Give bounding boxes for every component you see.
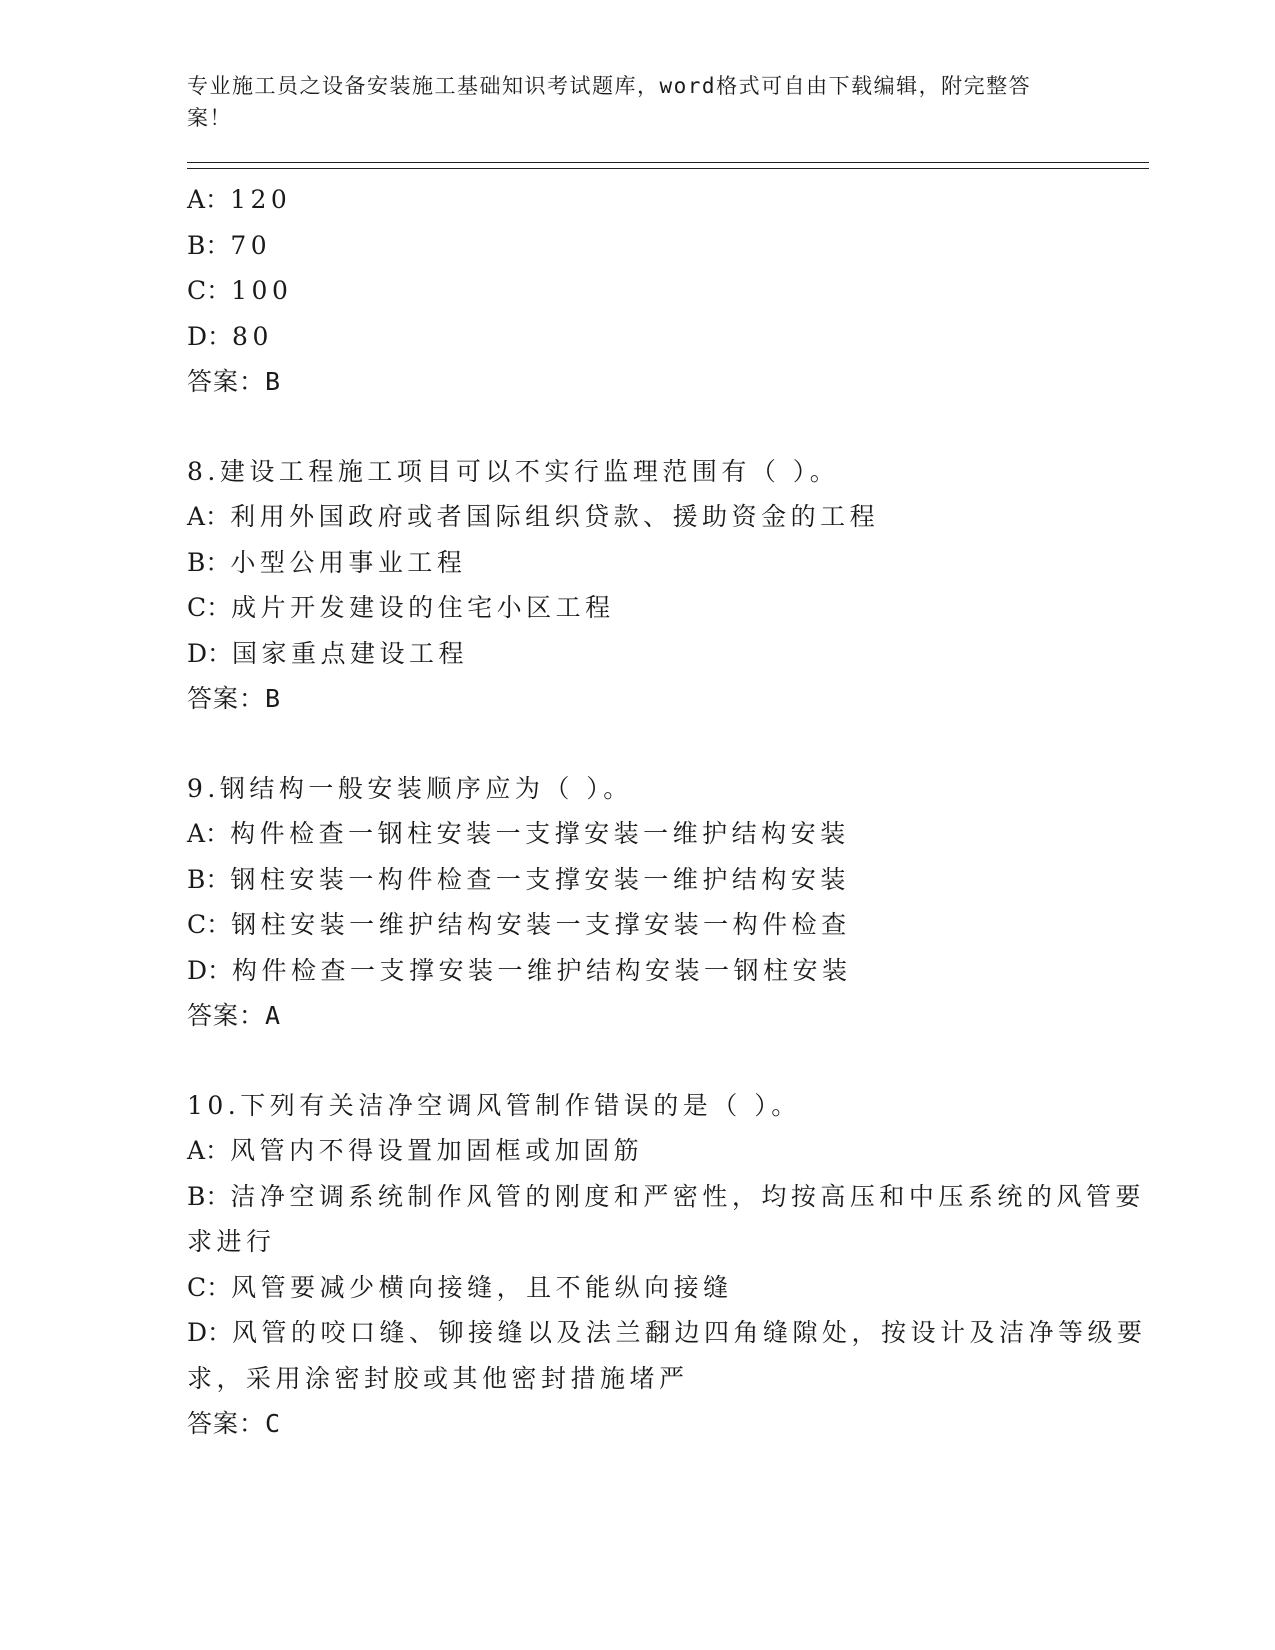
option-text: 国家重点建设工程	[232, 638, 469, 668]
option-text: 70	[230, 230, 272, 260]
question-stem: 9.钢结构一般安装顺序应为（ ）。	[187, 773, 633, 803]
option-key: D：	[187, 1318, 233, 1347]
option-key: D：	[187, 955, 233, 985]
document-page	[187, 70, 1147, 1447]
answer-line: 答案：A	[187, 1001, 282, 1030]
option-b	[187, 857, 1147, 903]
option-key: A：	[187, 1136, 231, 1165]
option-key: B：	[187, 864, 231, 894]
question-item-8	[187, 449, 1147, 722]
option-a	[187, 811, 1147, 857]
question-item-9	[187, 766, 1147, 1039]
option-a	[187, 494, 1147, 540]
option-text: 洁净空调系统制作风管的刚度和严密性，均按高压和中压系统的风管要求进行	[187, 1181, 1145, 1256]
option-b	[187, 223, 1147, 269]
option-key: C：	[187, 910, 232, 939]
option-key: D：	[187, 638, 233, 668]
option-text: 风管要减少横向接缝，且不能纵向接缝	[231, 1272, 733, 1302]
answer-line: 答案：B	[187, 367, 282, 396]
option-key: B：	[187, 547, 231, 577]
option-key: C：	[187, 276, 232, 305]
option-a	[187, 177, 1147, 223]
option-c	[187, 268, 1147, 314]
option-b	[187, 540, 1147, 586]
option-key: A：	[187, 502, 231, 531]
option-text: 成片开发建设的住宅小区工程	[231, 593, 615, 622]
option-text: 构件检查一支撑安装一维护结构安装一钢柱安装	[232, 955, 852, 985]
option-text: 120	[230, 185, 292, 214]
option-text: 小型公用事业工程	[230, 547, 467, 577]
question-stem: 10.下列有关洁净空调风管制作错误的是（ ）。	[187, 1090, 801, 1120]
option-text: 利用外国政府或者国际组织贷款、援助资金的工程	[230, 502, 880, 531]
option-d	[187, 1310, 1147, 1401]
question-stem: 8.建设工程施工项目可以不实行监理范围有（ ）。	[187, 456, 840, 486]
question-list	[187, 177, 1147, 1447]
option-text: 构件检查一钢柱安装一支撑安装一维护结构安装	[230, 819, 850, 848]
question-item-10	[187, 1083, 1147, 1447]
option-text: 钢柱安装一维护结构安装一支撑安装一构件检查	[231, 910, 851, 939]
option-key: B：	[187, 230, 231, 260]
option-text: 钢柱安装一构件检查一支撑安装一维护结构安装	[230, 864, 850, 894]
option-key: A：	[187, 819, 231, 848]
option-d	[187, 948, 1147, 994]
option-d	[187, 631, 1147, 677]
option-key: D：	[187, 321, 233, 351]
option-text: 风管的咬口缝、铆接缝以及法兰翻边四角缝隙处，按设计及洁净等级要求，采用涂密封胶或其他密封措施堵严	[187, 1318, 1147, 1393]
question-item-7	[187, 177, 1147, 405]
option-text: 80	[232, 321, 273, 351]
option-a	[187, 1128, 1147, 1174]
option-b	[187, 1174, 1147, 1265]
option-text: 风管内不得设置加固框或加固筋	[230, 1136, 644, 1165]
option-d	[187, 314, 1147, 360]
option-c	[187, 585, 1147, 631]
option-key: C：	[187, 1272, 232, 1302]
document-header: 专业施工员之设备安装施工基础知识考试题库，word格式可自由下载编辑，附完整答案！	[187, 74, 1032, 130]
answer-line: 答案：B	[187, 684, 282, 713]
option-key: B：	[187, 1181, 231, 1211]
option-key: A：	[187, 185, 231, 214]
answer-line: 答案：C	[187, 1409, 282, 1438]
option-c	[187, 1265, 1147, 1311]
option-text: 100	[231, 276, 293, 305]
header-double-rule	[187, 162, 1149, 169]
option-c	[187, 902, 1147, 948]
option-key: C：	[187, 593, 232, 622]
